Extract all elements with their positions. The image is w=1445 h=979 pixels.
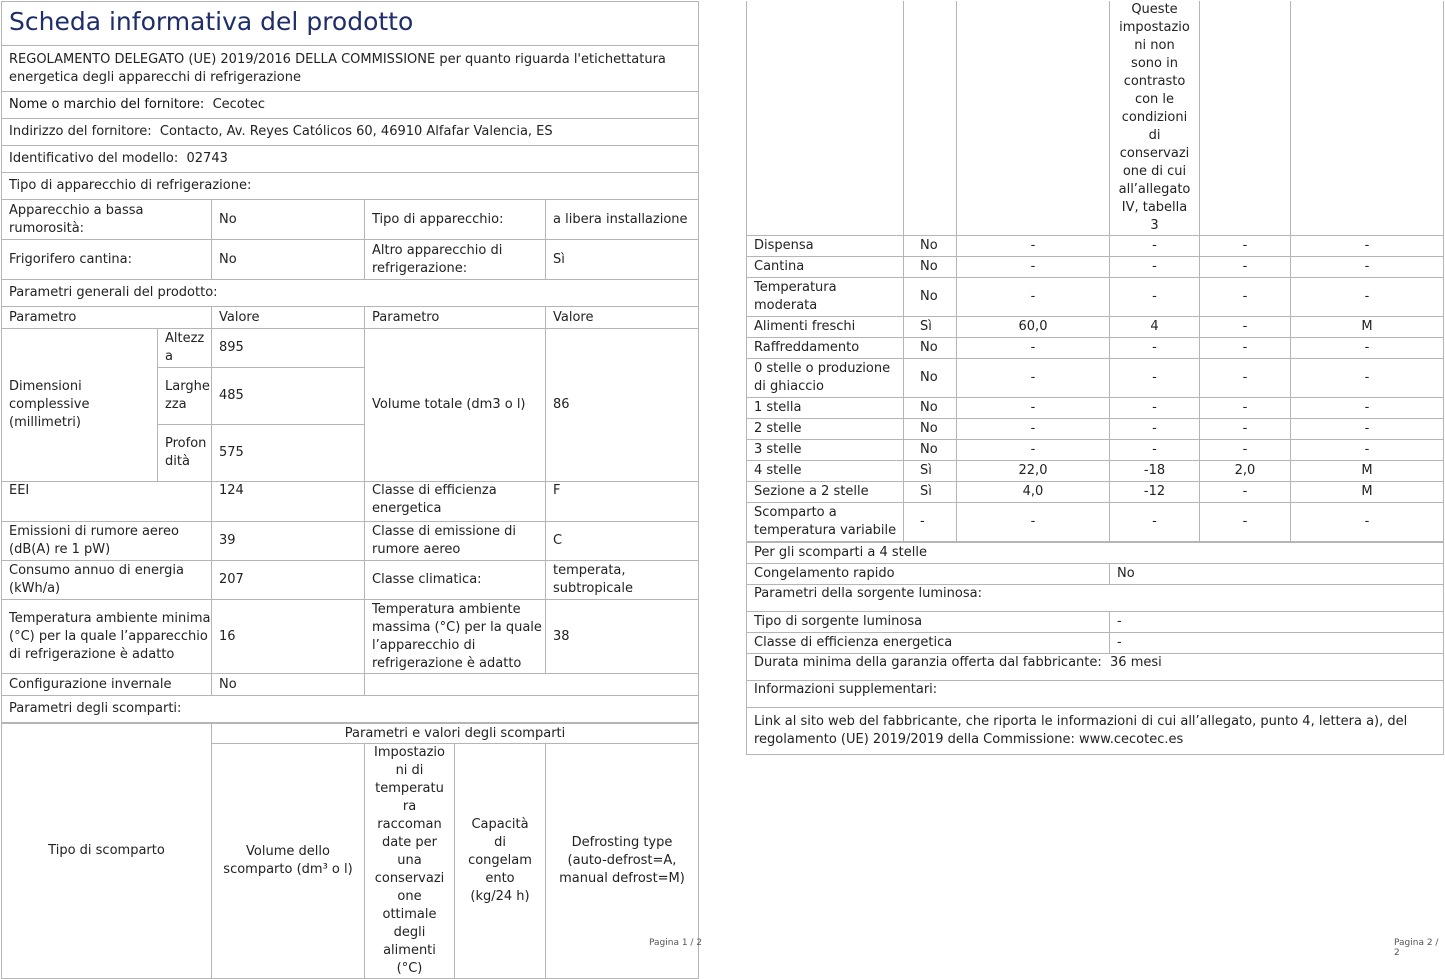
defrosting-type-header: Defrosting type (auto-defrost=A, manual defrost=M): [546, 744, 699, 979]
compartment-row: [747, 398, 1444, 419]
compartment-present: No: [904, 440, 957, 461]
climate-class-label: Classe climatica:: [365, 561, 546, 600]
compartment-temp: -: [1110, 503, 1200, 542]
four-star-heading: Per gli scomparti a 4 stelle: [747, 543, 1444, 564]
compartment-defrost: -: [1291, 398, 1444, 419]
fast-freeze-value: No: [1110, 564, 1444, 585]
compartment-row: [747, 503, 1444, 542]
supplier-label: Nome o marchio del fornitore:: [9, 97, 205, 112]
compartment-capacity: 2,0: [1200, 461, 1291, 482]
depth-label: Profondità: [158, 425, 212, 482]
compartment-capacity: -: [1200, 278, 1291, 317]
compartment-defrost: -: [1291, 419, 1444, 440]
compartment-rows: [747, 236, 1444, 542]
other-appliance-value: Sì: [546, 240, 699, 280]
address-value: Contacto, Av. Reyes Católicos 60, 46910 Alfafar Valencia, ES: [159, 124, 553, 139]
compartment-name: Scomparto a temperatura variabile: [747, 503, 904, 542]
compartment-capacity: -: [1200, 317, 1291, 338]
compartment-temp: -: [1110, 278, 1200, 317]
compartment-volume: -: [957, 236, 1110, 257]
compartment-capacity: -: [1200, 482, 1291, 503]
compartment-volume: 22,0: [957, 461, 1110, 482]
compartment-row: [747, 257, 1444, 278]
noise-value: 39: [212, 522, 365, 561]
energy-class-value: F: [546, 482, 699, 522]
compartment-present: Sì: [904, 461, 957, 482]
recommended-temp-header: Impostazioni di temperatura raccomandate per una conservazione ottimale degli alimenti (°C): [365, 744, 455, 979]
product-info-table-page-1: [1, 1, 699, 723]
compartment-present: No: [904, 419, 957, 440]
compartment-volume: -: [957, 338, 1110, 359]
min-temp-label: Temperatura ambiente minima (°C) per la quale l’apparecchio di refrigerazione è adatto: [2, 600, 212, 674]
appliance-type-heading: Tipo di apparecchio di refrigerazione:: [2, 173, 699, 200]
design-type-label: Tipo di apparecchio:: [365, 200, 546, 240]
min-temp-value: 16: [212, 600, 365, 674]
compartment-present: No: [904, 338, 957, 359]
height-value: 895: [212, 329, 365, 368]
compartment-volume: 4,0: [957, 482, 1110, 503]
low-noise-label: Apparecchio a bassa rumorosità:: [2, 200, 212, 240]
other-appliance-label: Altro apparecchio di refrigerazione:: [365, 240, 546, 280]
compartment-name: 0 stelle o produzione di ghiaccio: [747, 359, 904, 398]
address-row: [2, 119, 699, 146]
freezing-capacity-header: Capacità di congelamento (kg/24 h): [455, 744, 546, 979]
total-volume-value: 86: [546, 329, 699, 482]
compartment-row: [747, 419, 1444, 440]
light-type-value: -: [1110, 612, 1444, 633]
width-label: Larghezza: [158, 368, 212, 425]
light-type-label: Tipo di sorgente luminosa: [747, 612, 1110, 633]
col-value-header-2: Valore: [546, 307, 699, 329]
compartment-defrost: M: [1291, 461, 1444, 482]
climate-class-value: temperata, subtropicale: [546, 561, 699, 600]
compartment-row: [747, 317, 1444, 338]
depth-value: 575: [212, 425, 365, 482]
compartment-temp: -: [1110, 236, 1200, 257]
total-volume-label: Volume totale (dm3 o l): [365, 329, 546, 482]
compartment-name: 1 stella: [747, 398, 904, 419]
wine-label: Frigorifero cantina:: [2, 240, 212, 280]
compartment-present: Sì: [904, 482, 957, 503]
compartment-temp: -: [1110, 257, 1200, 278]
design-type-value: a libera installazione: [546, 200, 699, 240]
compartment-capacity: -: [1200, 503, 1291, 542]
model-label: Identificativo del modello:: [9, 151, 179, 166]
header-blank-2: [904, 1, 957, 236]
compartment-name: 2 stelle: [747, 419, 904, 440]
compartment-row: [747, 359, 1444, 398]
supplier-value: Cecotec: [212, 97, 265, 112]
compartment-present: No: [904, 236, 957, 257]
compartment-name: 3 stelle: [747, 440, 904, 461]
compartment-temp: -: [1110, 419, 1200, 440]
compartment-volume-header: Volume dello scomparto (dm³ o l): [212, 744, 365, 979]
model-row: [2, 146, 699, 173]
compartment-params-heading: Parametri degli scomparti:: [2, 696, 699, 723]
compartment-volume: -: [957, 398, 1110, 419]
regulation-text: REGOLAMENTO DELEGATO (UE) 2019/2016 DELLA COMMISSIONE per quanto riguarda l'etichettatura energetica degli apparecchi di refrigerazione: [2, 46, 699, 92]
eei-value: 124: [212, 482, 365, 522]
compartment-capacity: -: [1200, 359, 1291, 398]
compartment-volume: -: [957, 257, 1110, 278]
additional-text: Link al sito web del fabbricante, che riporta le informazioni di cui all’allegato, punto 4, lettera a), del regolamento (UE) 2019/2019 della Commissione: www.cecotec.es: [747, 708, 1444, 755]
warranty-label: Durata minima della garanzia offerta dal fabbricante:: [754, 655, 1102, 670]
annual-energy-value: 207: [212, 561, 365, 600]
compartment-defrost: -: [1291, 359, 1444, 398]
noise-class-label: Classe di emissione di rumore aereo: [365, 522, 546, 561]
noise-class-value: C: [546, 522, 699, 561]
compartment-row: [747, 236, 1444, 257]
compartment-volume: 60,0: [957, 317, 1110, 338]
width-value: 485: [212, 368, 365, 425]
col-value-header: Valore: [212, 307, 365, 329]
compartment-capacity: -: [1200, 257, 1291, 278]
compartment-name: Dispensa: [747, 236, 904, 257]
low-noise-value: No: [212, 200, 365, 240]
page-title: Scheda informativa del prodotto: [2, 2, 699, 46]
max-temp-value: 38: [546, 600, 699, 674]
additional-heading: Informazioni supplementari:: [747, 681, 1444, 708]
compartment-header-table: [1, 723, 699, 979]
compartment-capacity: -: [1200, 419, 1291, 440]
general-params-heading: Parametri generali del prodotto:: [2, 280, 699, 307]
compartment-present: Sì: [904, 317, 957, 338]
compartment-name: 4 stelle: [747, 461, 904, 482]
supplier-row: [2, 92, 699, 119]
warranty-value: 36 mesi: [1110, 655, 1162, 670]
compartment-row: [747, 338, 1444, 359]
compartment-type-header: Tipo di scomparto: [2, 724, 212, 979]
light-class-label: Classe di efficienza energetica: [747, 633, 1110, 654]
compartment-capacity: -: [1200, 338, 1291, 359]
compartments-table: [746, 1, 1444, 542]
max-temp-label: Temperatura ambiente massima (°C) per la quale l’apparecchio di refrigerazione è adatto: [365, 600, 546, 674]
compartment-name: Temperatura moderata: [747, 278, 904, 317]
compartment-defrost: -: [1291, 503, 1444, 542]
model-value: 02743: [186, 151, 228, 166]
compartment-row: [747, 440, 1444, 461]
compartment-values-header: Parametri e valori degli scomparti: [212, 724, 699, 744]
compartment-defrost: -: [1291, 338, 1444, 359]
compartment-name: Sezione a 2 stelle: [747, 482, 904, 503]
compartment-defrost: -: [1291, 257, 1444, 278]
compartment-capacity: -: [1200, 398, 1291, 419]
compartment-temp: 4: [1110, 317, 1200, 338]
compartment-present: No: [904, 398, 957, 419]
energy-class-label: Classe di efficienza energetica: [365, 482, 546, 522]
compartment-present: -: [904, 503, 957, 542]
compartment-present: No: [904, 257, 957, 278]
header-blank-5: [1200, 1, 1291, 236]
page-1: [1, 1, 698, 979]
compartment-present: No: [904, 359, 957, 398]
compartment-defrost: -: [1291, 278, 1444, 317]
compartment-volume: -: [957, 503, 1110, 542]
compartment-volume: -: [957, 419, 1110, 440]
header-blank-1: [747, 1, 904, 236]
noise-label: Emissioni di rumore aereo (dB(A) re 1 pW): [2, 522, 212, 561]
compartment-volume: -: [957, 440, 1110, 461]
compartment-temp: -: [1110, 440, 1200, 461]
address-label: Indirizzo del fornitore:: [9, 124, 152, 139]
compartment-temp: -: [1110, 338, 1200, 359]
compartment-defrost: -: [1291, 440, 1444, 461]
empty-cell: [365, 674, 699, 696]
header-blank-6: [1291, 1, 1444, 236]
eei-label: EEI: [2, 482, 212, 522]
annual-energy-label: Consumo annuo di energia (kWh/a): [2, 561, 212, 600]
warranty-row: [747, 654, 1444, 681]
compartment-defrost: -: [1291, 236, 1444, 257]
storage-conditions-note: Queste impostazioni non sono in contrasto con le condizioni di conservazione di cui all’allegato IV, tabella 3: [1110, 1, 1200, 236]
winter-label: Configurazione invernale: [2, 674, 212, 696]
compartment-name: Raffreddamento: [747, 338, 904, 359]
light-heading: Parametri della sorgente luminosa:: [747, 585, 1444, 612]
compartment-present: No: [904, 278, 957, 317]
col-param-header-2: Parametro: [365, 307, 546, 329]
fast-freeze-label: Congelamento rapido: [747, 564, 1110, 585]
winter-value: No: [212, 674, 365, 696]
col-param-header: Parametro: [2, 307, 212, 329]
light-class-value: -: [1110, 633, 1444, 654]
dimensions-label: Dimensioni complessive (millimetri): [2, 329, 158, 482]
compartment-capacity: -: [1200, 236, 1291, 257]
compartment-volume: -: [957, 278, 1110, 317]
page-1-footer: Pagina 1 / 2: [649, 938, 703, 948]
extra-info-table: [746, 542, 1444, 755]
height-label: Altezza: [158, 329, 212, 368]
compartment-temp: -18: [1110, 461, 1200, 482]
compartment-temp: -12: [1110, 482, 1200, 503]
compartment-name: Cantina: [747, 257, 904, 278]
compartment-name: Alimenti freschi: [747, 317, 904, 338]
compartment-volume: -: [957, 359, 1110, 398]
compartment-defrost: M: [1291, 482, 1444, 503]
compartment-row: [747, 278, 1444, 317]
compartment-temp: -: [1110, 398, 1200, 419]
header-blank-3: [957, 1, 1110, 236]
page-2-footer: Pagina 2 / 2: [1394, 938, 1439, 958]
compartment-temp: -: [1110, 359, 1200, 398]
compartment-defrost: M: [1291, 317, 1444, 338]
page-2: [746, 1, 1443, 755]
compartment-row: [747, 482, 1444, 503]
compartment-row: [747, 461, 1444, 482]
compartment-capacity: -: [1200, 440, 1291, 461]
wine-value: No: [212, 240, 365, 280]
